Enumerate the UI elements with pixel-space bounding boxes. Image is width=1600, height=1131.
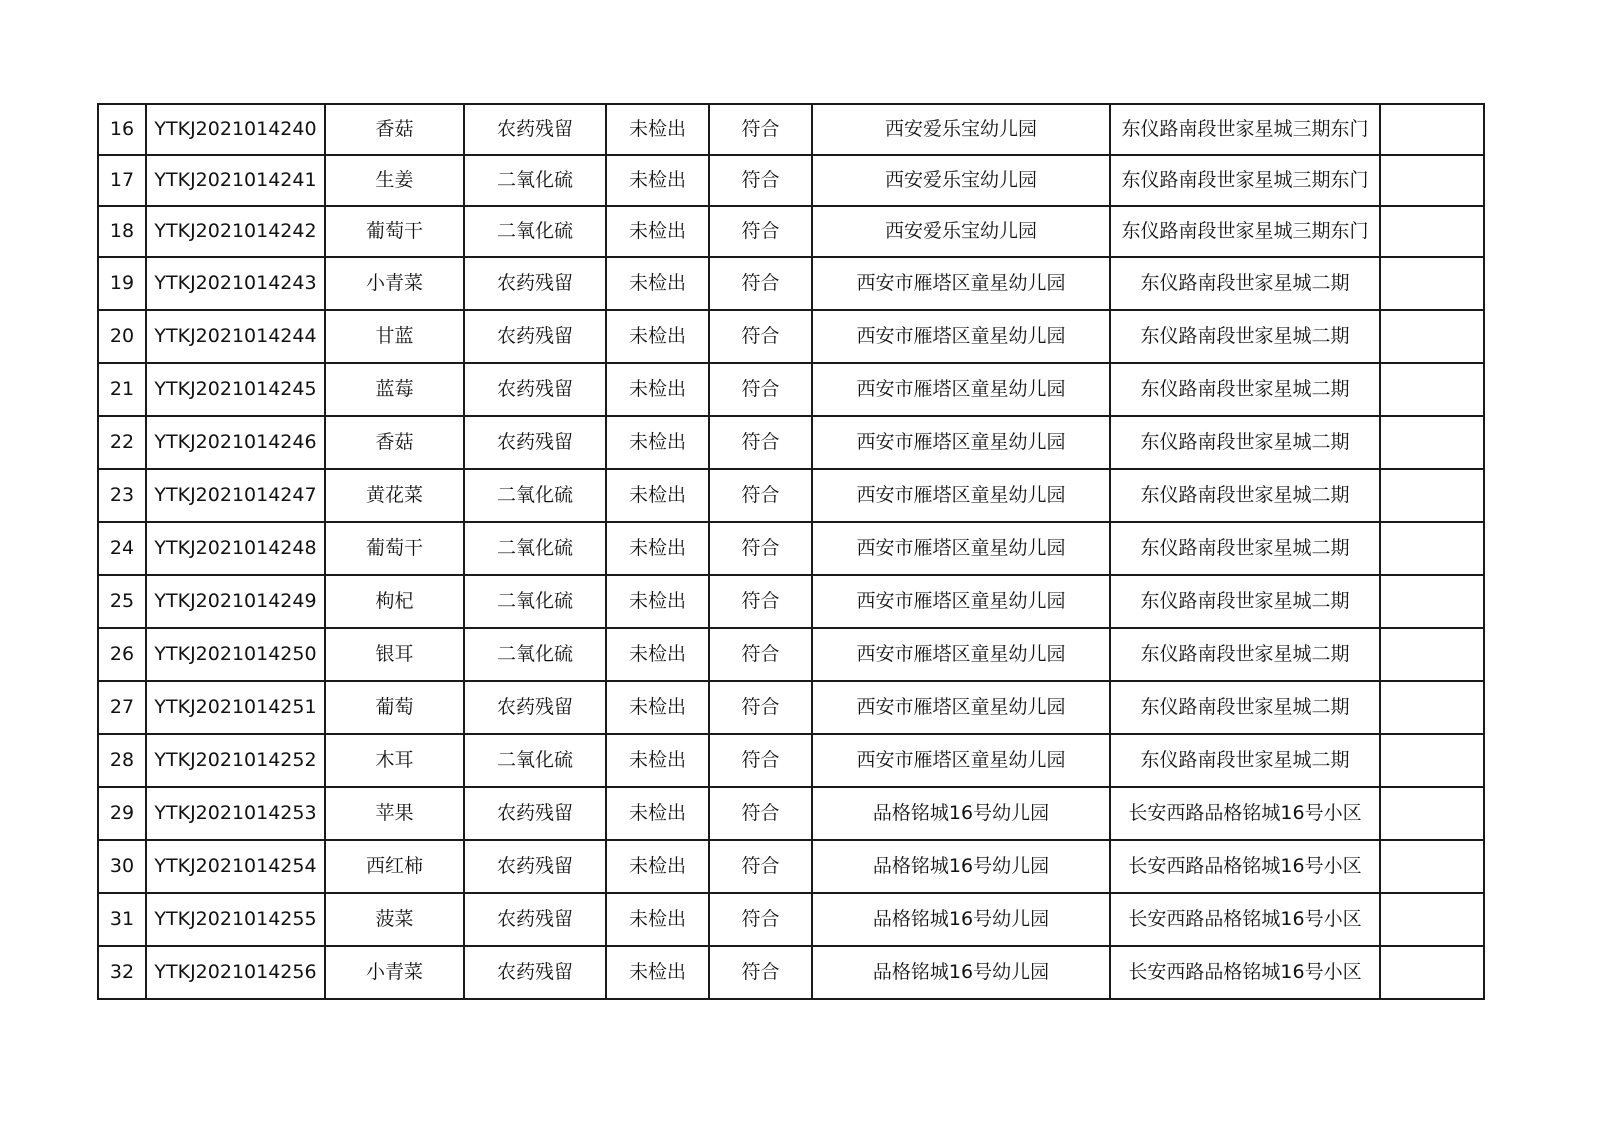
test-item-cell: 农药残留 [464, 681, 606, 734]
verdict-cell: 符合 [709, 628, 812, 681]
unit-address-cell: 东仪路南段世家星城二期 [1110, 734, 1380, 787]
verdict-cell: 符合 [709, 206, 812, 257]
test-result-cell: 未检出 [606, 628, 709, 681]
sample-name-cell: 甘蓝 [325, 310, 464, 363]
sample-name-cell: 枸杞 [325, 575, 464, 628]
unit-address-cell: 东仪路南段世家星城二期 [1110, 310, 1380, 363]
table-body [98, 104, 1484, 999]
table-row [98, 681, 1484, 734]
test-item-cell: 农药残留 [464, 257, 606, 310]
row-number-cell: 27 [98, 681, 146, 734]
sample-name-cell: 香菇 [325, 416, 464, 469]
row-number-cell: 17 [98, 155, 146, 206]
test-item-cell: 二氧化硫 [464, 628, 606, 681]
row-number-cell: 22 [98, 416, 146, 469]
unit-address-cell: 东仪路南段世家星城二期 [1110, 363, 1380, 416]
table-row [98, 310, 1484, 363]
sample-name-cell: 葡萄干 [325, 522, 464, 575]
verdict-cell: 符合 [709, 946, 812, 999]
verdict-cell: 符合 [709, 104, 812, 155]
remarks-cell [1380, 840, 1484, 893]
test-item-cell: 二氧化硫 [464, 734, 606, 787]
sample-code-cell: YTKJ2021014246 [146, 416, 325, 469]
row-number-cell: 18 [98, 206, 146, 257]
sample-name-cell: 苹果 [325, 787, 464, 840]
test-result-cell: 未检出 [606, 893, 709, 946]
test-result-cell: 未检出 [606, 787, 709, 840]
table-row [98, 522, 1484, 575]
sample-name-cell: 银耳 [325, 628, 464, 681]
row-number-cell: 24 [98, 522, 146, 575]
unit-address-cell: 长安西路品格铭城16号小区 [1110, 840, 1380, 893]
sample-code-cell: YTKJ2021014250 [146, 628, 325, 681]
table-row [98, 416, 1484, 469]
remarks-cell [1380, 734, 1484, 787]
verdict-cell: 符合 [709, 575, 812, 628]
table-row [98, 946, 1484, 999]
test-result-cell: 未检出 [606, 469, 709, 522]
test-item-cell: 农药残留 [464, 104, 606, 155]
sample-code-cell: YTKJ2021014248 [146, 522, 325, 575]
sampled-unit-cell: 西安市雁塔区童星幼儿园 [812, 363, 1110, 416]
remarks-cell [1380, 628, 1484, 681]
sampled-unit-cell: 品格铭城16号幼儿园 [812, 946, 1110, 999]
sample-code-cell: YTKJ2021014254 [146, 840, 325, 893]
test-result-cell: 未检出 [606, 416, 709, 469]
remarks-cell [1380, 416, 1484, 469]
sample-name-cell: 葡萄干 [325, 206, 464, 257]
remarks-cell [1380, 206, 1484, 257]
verdict-cell: 符合 [709, 310, 812, 363]
remarks-cell [1380, 469, 1484, 522]
sampled-unit-cell: 西安市雁塔区童星幼儿园 [812, 522, 1110, 575]
sampled-unit-cell: 品格铭城16号幼儿园 [812, 840, 1110, 893]
unit-address-cell: 长安西路品格铭城16号小区 [1110, 787, 1380, 840]
remarks-cell [1380, 681, 1484, 734]
unit-address-cell: 长安西路品格铭城16号小区 [1110, 893, 1380, 946]
test-item-cell: 二氧化硫 [464, 155, 606, 206]
sample-code-cell: YTKJ2021014241 [146, 155, 325, 206]
unit-address-cell: 东仪路南段世家星城三期东门 [1110, 206, 1380, 257]
table-row [98, 840, 1484, 893]
test-item-cell: 农药残留 [464, 787, 606, 840]
row-number-cell: 30 [98, 840, 146, 893]
test-result-cell: 未检出 [606, 363, 709, 416]
table-row [98, 104, 1484, 155]
remarks-cell [1380, 363, 1484, 416]
test-result-cell: 未检出 [606, 104, 709, 155]
row-number-cell: 16 [98, 104, 146, 155]
verdict-cell: 符合 [709, 257, 812, 310]
unit-address-cell: 长安西路品格铭城16号小区 [1110, 946, 1380, 999]
test-item-cell: 二氧化硫 [464, 522, 606, 575]
verdict-cell: 符合 [709, 893, 812, 946]
table-row [98, 155, 1484, 206]
test-result-cell: 未检出 [606, 155, 709, 206]
unit-address-cell: 东仪路南段世家星城二期 [1110, 575, 1380, 628]
verdict-cell: 符合 [709, 522, 812, 575]
remarks-cell [1380, 155, 1484, 206]
table-row [98, 787, 1484, 840]
row-number-cell: 25 [98, 575, 146, 628]
row-number-cell: 29 [98, 787, 146, 840]
sampled-unit-cell: 西安市雁塔区童星幼儿园 [812, 257, 1110, 310]
verdict-cell: 符合 [709, 416, 812, 469]
test-result-cell: 未检出 [606, 681, 709, 734]
verdict-cell: 符合 [709, 363, 812, 416]
verdict-cell: 符合 [709, 155, 812, 206]
table-row [98, 628, 1484, 681]
sample-code-cell: YTKJ2021014256 [146, 946, 325, 999]
test-result-cell: 未检出 [606, 734, 709, 787]
sample-name-cell: 葡萄 [325, 681, 464, 734]
test-item-cell: 农药残留 [464, 416, 606, 469]
remarks-cell [1380, 893, 1484, 946]
row-number-cell: 19 [98, 257, 146, 310]
test-item-cell: 二氧化硫 [464, 575, 606, 628]
sample-code-cell: YTKJ2021014253 [146, 787, 325, 840]
remarks-cell [1380, 104, 1484, 155]
table-row [98, 363, 1484, 416]
test-item-cell: 二氧化硫 [464, 469, 606, 522]
sample-name-cell: 香菇 [325, 104, 464, 155]
verdict-cell: 符合 [709, 787, 812, 840]
table-row [98, 257, 1484, 310]
sampled-unit-cell: 西安市雁塔区童星幼儿园 [812, 575, 1110, 628]
sampled-unit-cell: 西安市雁塔区童星幼儿园 [812, 628, 1110, 681]
sample-name-cell: 菠菜 [325, 893, 464, 946]
unit-address-cell: 东仪路南段世家星城二期 [1110, 522, 1380, 575]
test-result-cell: 未检出 [606, 840, 709, 893]
unit-address-cell: 东仪路南段世家星城三期东门 [1110, 104, 1380, 155]
unit-address-cell: 东仪路南段世家星城二期 [1110, 681, 1380, 734]
table-row [98, 734, 1484, 787]
sample-name-cell: 西红柿 [325, 840, 464, 893]
table-row [98, 206, 1484, 257]
sampled-unit-cell: 西安市雁塔区童星幼儿园 [812, 310, 1110, 363]
sampled-unit-cell: 西安爱乐宝幼儿园 [812, 206, 1110, 257]
remarks-cell [1380, 522, 1484, 575]
inspection-results-table [97, 103, 1485, 1000]
verdict-cell: 符合 [709, 681, 812, 734]
remarks-cell [1380, 946, 1484, 999]
sample-code-cell: YTKJ2021014251 [146, 681, 325, 734]
sampled-unit-cell: 西安市雁塔区童星幼儿园 [812, 416, 1110, 469]
sampled-unit-cell: 西安爱乐宝幼儿园 [812, 104, 1110, 155]
verdict-cell: 符合 [709, 734, 812, 787]
sampled-unit-cell: 西安市雁塔区童星幼儿园 [812, 469, 1110, 522]
row-number-cell: 32 [98, 946, 146, 999]
test-item-cell: 农药残留 [464, 310, 606, 363]
sample-code-cell: YTKJ2021014249 [146, 575, 325, 628]
unit-address-cell: 东仪路南段世家星城三期东门 [1110, 155, 1380, 206]
sample-name-cell: 小青菜 [325, 946, 464, 999]
row-number-cell: 28 [98, 734, 146, 787]
sampled-unit-cell: 西安爱乐宝幼儿园 [812, 155, 1110, 206]
verdict-cell: 符合 [709, 840, 812, 893]
sample-code-cell: YTKJ2021014243 [146, 257, 325, 310]
test-item-cell: 二氧化硫 [464, 206, 606, 257]
test-item-cell: 农药残留 [464, 363, 606, 416]
unit-address-cell: 东仪路南段世家星城二期 [1110, 628, 1380, 681]
test-item-cell: 农药残留 [464, 893, 606, 946]
row-number-cell: 21 [98, 363, 146, 416]
sample-code-cell: YTKJ2021014247 [146, 469, 325, 522]
test-result-cell: 未检出 [606, 310, 709, 363]
sample-name-cell: 黄花菜 [325, 469, 464, 522]
row-number-cell: 31 [98, 893, 146, 946]
remarks-cell [1380, 257, 1484, 310]
sample-name-cell: 木耳 [325, 734, 464, 787]
sample-name-cell: 生姜 [325, 155, 464, 206]
test-result-cell: 未检出 [606, 575, 709, 628]
sample-code-cell: YTKJ2021014255 [146, 893, 325, 946]
test-result-cell: 未检出 [606, 946, 709, 999]
row-number-cell: 26 [98, 628, 146, 681]
table-row [98, 575, 1484, 628]
sample-code-cell: YTKJ2021014252 [146, 734, 325, 787]
unit-address-cell: 东仪路南段世家星城二期 [1110, 416, 1380, 469]
sampled-unit-cell: 品格铭城16号幼儿园 [812, 787, 1110, 840]
test-result-cell: 未检出 [606, 522, 709, 575]
table-row [98, 893, 1484, 946]
sampled-unit-cell: 西安市雁塔区童星幼儿园 [812, 681, 1110, 734]
test-result-cell: 未检出 [606, 206, 709, 257]
test-item-cell: 农药残留 [464, 840, 606, 893]
sampled-unit-cell: 品格铭城16号幼儿园 [812, 893, 1110, 946]
sample-name-cell: 蓝莓 [325, 363, 464, 416]
sampled-unit-cell: 西安市雁塔区童星幼儿园 [812, 734, 1110, 787]
unit-address-cell: 东仪路南段世家星城二期 [1110, 257, 1380, 310]
sample-code-cell: YTKJ2021014240 [146, 104, 325, 155]
unit-address-cell: 东仪路南段世家星城二期 [1110, 469, 1380, 522]
remarks-cell [1380, 787, 1484, 840]
remarks-cell [1380, 310, 1484, 363]
sample-code-cell: YTKJ2021014242 [146, 206, 325, 257]
table-row [98, 469, 1484, 522]
verdict-cell: 符合 [709, 469, 812, 522]
test-item-cell: 农药残留 [464, 946, 606, 999]
row-number-cell: 20 [98, 310, 146, 363]
sample-code-cell: YTKJ2021014244 [146, 310, 325, 363]
sample-code-cell: YTKJ2021014245 [146, 363, 325, 416]
remarks-cell [1380, 575, 1484, 628]
test-result-cell: 未检出 [606, 257, 709, 310]
row-number-cell: 23 [98, 469, 146, 522]
sample-name-cell: 小青菜 [325, 257, 464, 310]
